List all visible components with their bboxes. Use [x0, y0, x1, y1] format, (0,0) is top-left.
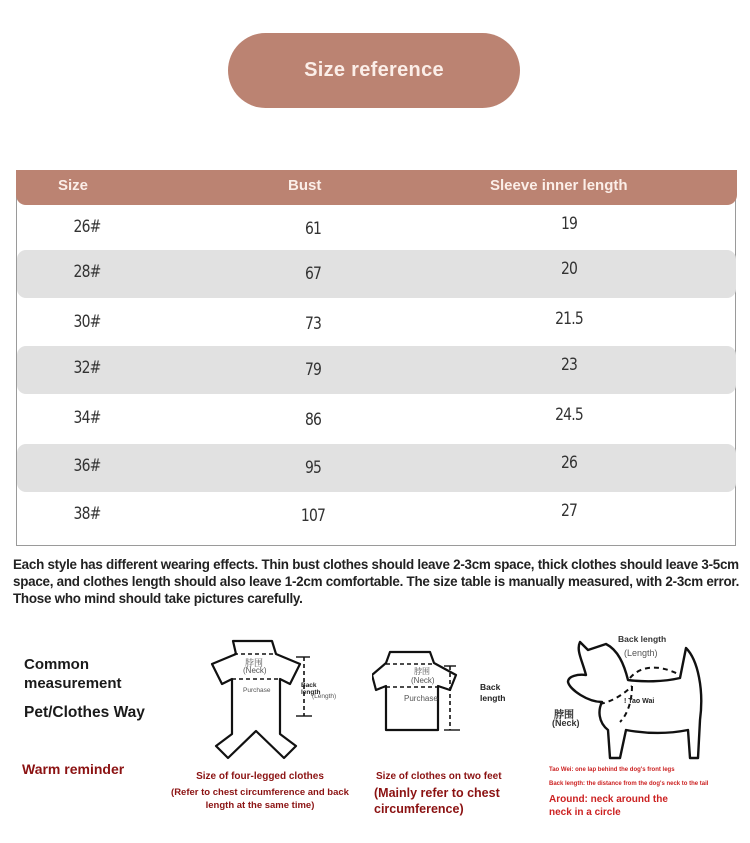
- size-reference-banner: [228, 33, 520, 108]
- cell-size: 28#: [73, 262, 101, 282]
- cell-sleeve: 26: [560, 453, 578, 473]
- table-row: [17, 250, 736, 298]
- cell-sleeve: 23: [560, 355, 578, 375]
- cell-bust: 107: [300, 506, 326, 526]
- tao-wai-label: ! Tao Wai: [624, 698, 655, 705]
- purchase-label: Purchase: [243, 687, 271, 694]
- cell-bust: 61: [304, 219, 322, 239]
- purchase-label: Purchase: [404, 694, 438, 703]
- two-feet-caption-title: Size of clothes on two feet: [376, 771, 502, 782]
- two-feet-caption: [368, 770, 528, 817]
- column-header-bust: Bust: [288, 177, 322, 194]
- column-header-sleeve: Sleeve inner length: [490, 177, 628, 194]
- pet-clothes-way-label: Pet/Clothes Way: [24, 704, 145, 721]
- table-row: [17, 396, 736, 444]
- length-label: (Length): [624, 648, 658, 658]
- tao-wei-note: Tao Wei: one lap behind the dog's front legs: [549, 767, 675, 773]
- cell-bust: 79: [304, 360, 322, 380]
- neck-label: (Neck): [411, 676, 435, 685]
- cell-size: 34#: [73, 408, 101, 428]
- length-label: (Length): [312, 693, 337, 700]
- four-legged-caption: [160, 770, 360, 812]
- four-legged-caption-detail: (Refer to chest circumference and back length at the same time): [171, 787, 349, 811]
- common-measurement-label: Common measurement: [24, 656, 122, 692]
- cell-bust: 95: [304, 458, 322, 478]
- cell-bust: 73: [304, 314, 322, 334]
- table-row: [17, 300, 736, 348]
- back-length-label: Back length: [301, 682, 321, 696]
- table-row: [17, 492, 736, 540]
- cell-size: 36#: [73, 456, 101, 476]
- cell-sleeve: 21.5: [555, 309, 583, 329]
- cell-sleeve: 24.5: [555, 405, 583, 425]
- two-feet-clothes-diagram: [372, 648, 506, 738]
- neck-cn-label: 脖围: [414, 667, 430, 676]
- table-row: [17, 346, 736, 394]
- four-legged-caption-title: Size of four-legged clothes: [196, 771, 324, 782]
- table-row: [17, 205, 736, 253]
- four-legged-clothes-icon: [200, 636, 330, 761]
- back-length-label: Back length: [480, 682, 506, 703]
- cell-size: 26#: [73, 217, 101, 237]
- sizing-note: Each style has different wearing effects. Thin bust clothes should leave 2-3cm space, thick clothes should leave 3-5cm space, and clothes length should also leave 1-2cm comfortable. The size table is manually measured, with 2-3cm error. Those who mind should take pictures carefully.: [13, 557, 740, 606]
- cell-sleeve: 20: [560, 259, 578, 279]
- table-header: [16, 170, 737, 205]
- neck-label: (Neck): [243, 666, 267, 675]
- cell-bust: 67: [304, 264, 322, 284]
- four-legged-clothes-diagram: [200, 636, 337, 761]
- cell-size: 38#: [73, 504, 101, 524]
- neck-cn-label: 脖围: [245, 658, 264, 668]
- table-row: [17, 444, 736, 492]
- back-length-note: Back length: the distance from the dog's neck to the tail: [549, 781, 709, 787]
- cell-size: 30#: [73, 312, 101, 332]
- cell-bust: 86: [304, 410, 322, 430]
- cell-sleeve: 27: [560, 501, 578, 521]
- dog-diagram: [548, 630, 748, 762]
- back-length-label: Back length: [618, 634, 667, 644]
- neck-cn-label: 脖围: [554, 710, 574, 721]
- cell-sleeve: 19: [560, 214, 578, 234]
- size-table: [16, 170, 736, 546]
- around-caption: Around: neck around the neck in a circle: [549, 794, 668, 818]
- cell-size: 32#: [73, 358, 101, 378]
- neck-label: (Neck): [552, 718, 580, 728]
- two-feet-caption-detail: (Mainly refer to chest circumference): [374, 786, 500, 816]
- warm-reminder-label: Warm reminder: [22, 761, 125, 777]
- column-header-size: Size: [58, 177, 89, 194]
- banner-title: Size reference: [304, 59, 444, 81]
